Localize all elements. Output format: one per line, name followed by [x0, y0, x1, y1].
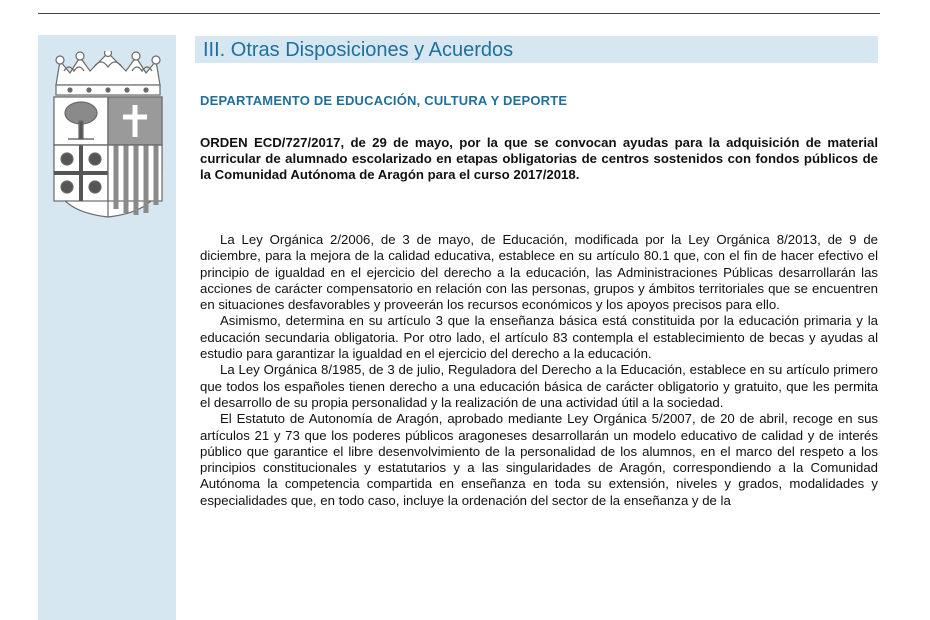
body-paragraph: La Ley Orgánica 8/1985, de 3 de julio, Reguladora del Derecho a la Educación, establece en su artículo primero que todos los españoles tienen derecho a una educación básica de carácter obligatorio y gratuito, que les permita el desarrollo de su propia personalidad y la realización de una actividad útil a la sociedad.	[200, 362, 878, 410]
coat-of-arms-icon	[46, 51, 170, 219]
body-paragraph: Asimismo, determina en su artículo 3 que la enseñanza básica está constituida por la educación primaria y la educación secundaria obligatoria. Por otro lado, el artículo 83 contempla el establecimiento de becas y ayudas al estudio para garantizar la igualdad en el ejercicio del derecho a la educación.	[200, 313, 878, 362]
document-body	[200, 232, 878, 509]
section-title: III. Otras Disposiciones y Acuerdos	[203, 39, 514, 61]
crown	[56, 51, 160, 95]
shield	[54, 97, 162, 217]
header-rule	[38, 13, 880, 14]
body-paragraph: La Ley Orgánica 2/2006, de 3 de mayo, de Educación, modificada por la Ley Orgánica 8/2013, de 9 de diciembre, para la mejora de la calidad educativa, establece en su artículo 80.1 que, con el fin de hacer efectivo el principio de igualdad en el ejercicio del derecho a la educación, las Administraciones Públicas desarrollarán las acciones de carácter compensatorio en relación con las personas, grupos y ámbitos territoriales que se encuentren en situaciones desfavorables y proveerán los recursos económicos y los apoyos precisos para ello.	[200, 232, 878, 313]
order-title: ORDEN ECD/727/2017, de 29 de mayo, por la que se convocan ayudas para la adquisición de material curricular de alumnado escolarizado en etapas obligatorias de centros sostenidos con fondos públicos de la Comunidad Autónoma de Aragón para el curso 2017/2018.	[200, 135, 878, 182]
department-heading: DEPARTAMENTO DE EDUCACIÓN, CULTURA Y DEPORTE	[200, 93, 568, 108]
body-paragraph: El Estatuto de Autonomía de Aragón, aprobado mediante Ley Orgánica 5/2007, de 20 de abril, recoge en sus artículos 21 y 73 que los poderes públicos aragoneses desarrollarán un modelo educativo de calidad y de interés público que garantice el libre desenvolvimiento de la personalidad de los alumnos, en el marco del respeto a los principios constitucionales y estatutarios y a las singularidades de Aragón, correspondiendo a la Comunidad Autónoma la competencia compartida en enseñanza en toda su extensión, niveles y grados, modalidades y especialidades que, en todo caso, incluye la ordenación del sector de la enseñanza y de la	[200, 411, 878, 508]
